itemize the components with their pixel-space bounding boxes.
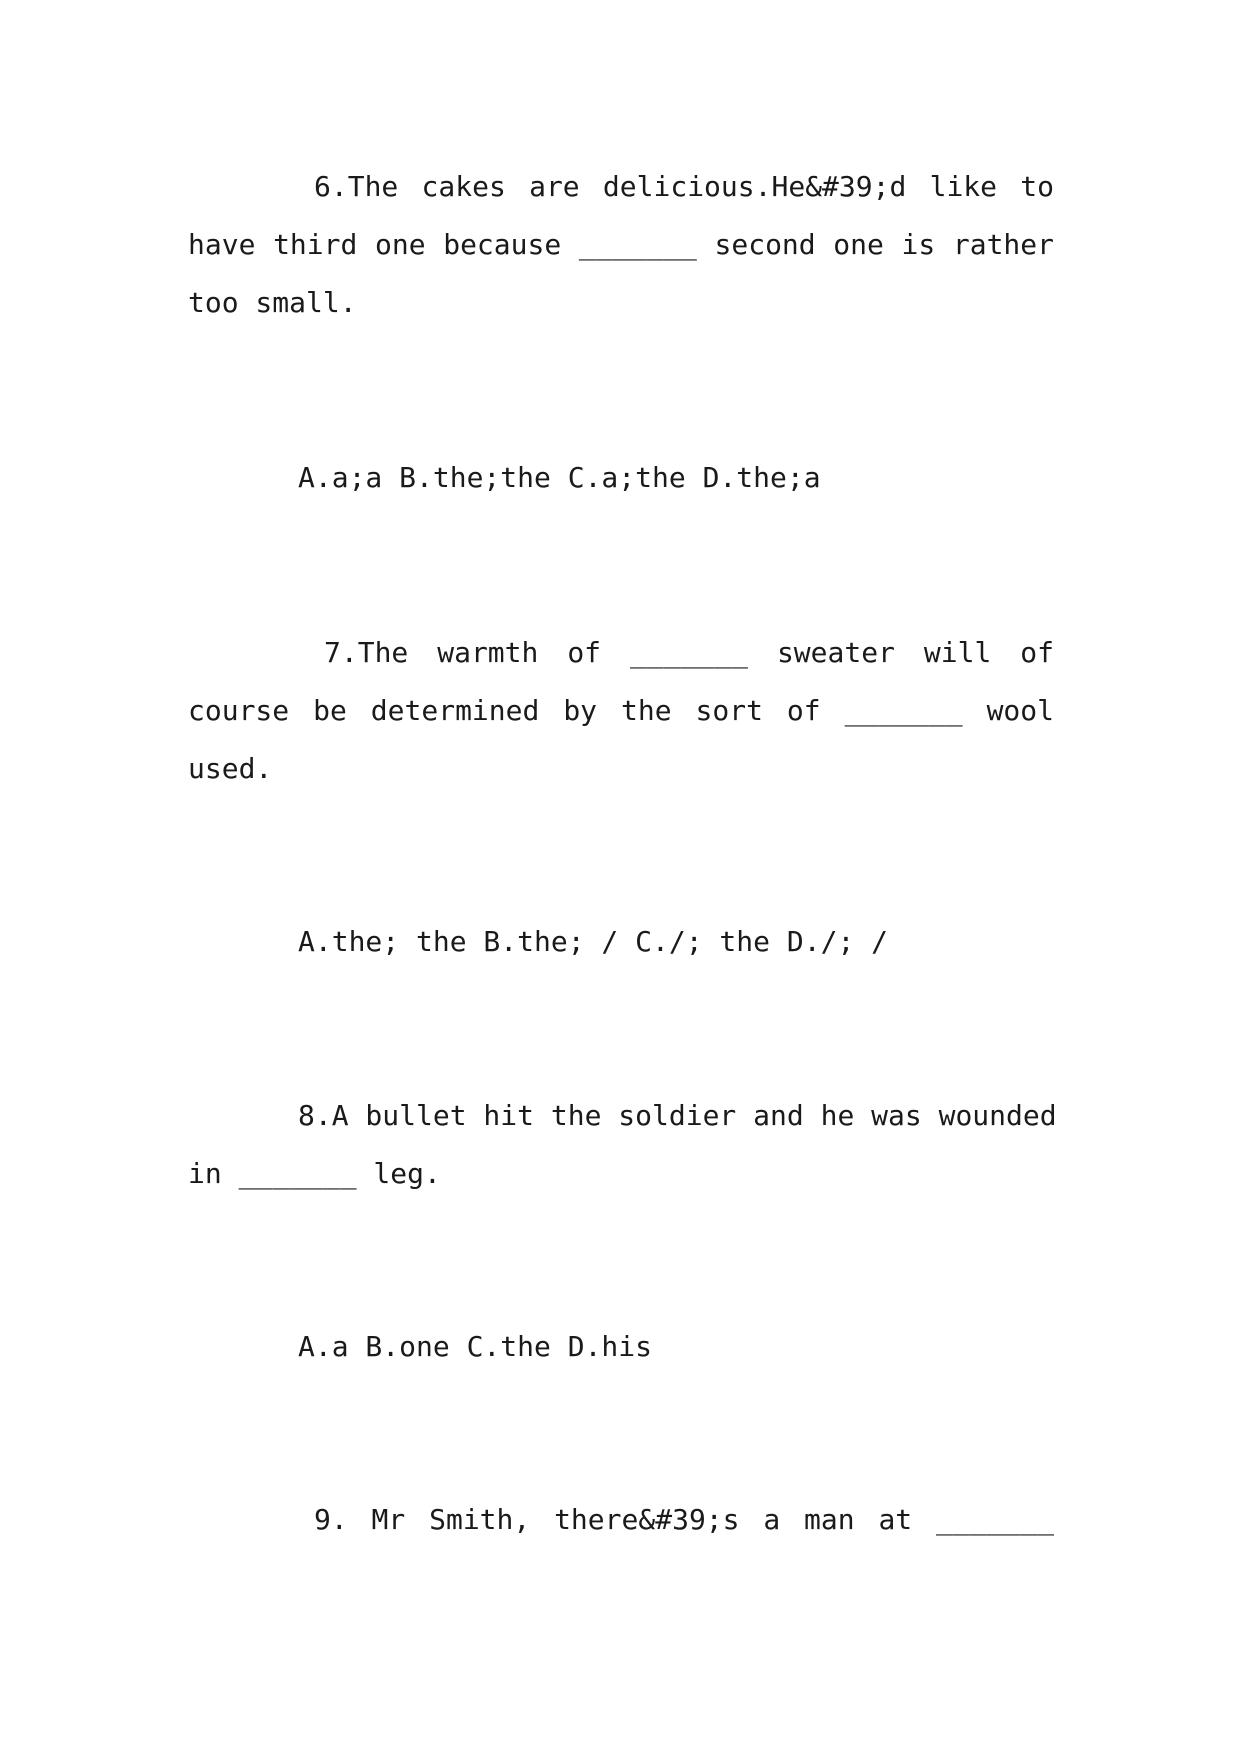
question-6-options: A.a;a B.the;the C.a;the D.the;a xyxy=(298,461,821,494)
question-7-line-1: 7.The warmth of _______ sweater will of xyxy=(324,636,1054,669)
question-7-line-3: used. xyxy=(188,752,273,785)
question-7-line-2: course be determined by the sort of _______ wool xyxy=(188,694,1054,727)
question-6-line-2: have third one because _______ second one is rather xyxy=(188,228,1054,261)
question-6-line-3: too small. xyxy=(188,286,357,319)
question-9-line-1: 9. Mr Smith, there&#39;s a man at _______ xyxy=(314,1503,1054,1536)
question-8-line-1: 8.A bullet hit the soldier and he was wounded xyxy=(298,1099,1057,1132)
question-8-line-2: in _______ leg. xyxy=(188,1157,441,1190)
question-6-line-1: 6.The cakes are delicious.He&#39;d like to xyxy=(314,170,1054,203)
question-8-options: A.a B.one C.the D.his xyxy=(298,1330,653,1363)
question-7-options: A.the; the B.the; / C./; the D./; / xyxy=(298,925,889,958)
